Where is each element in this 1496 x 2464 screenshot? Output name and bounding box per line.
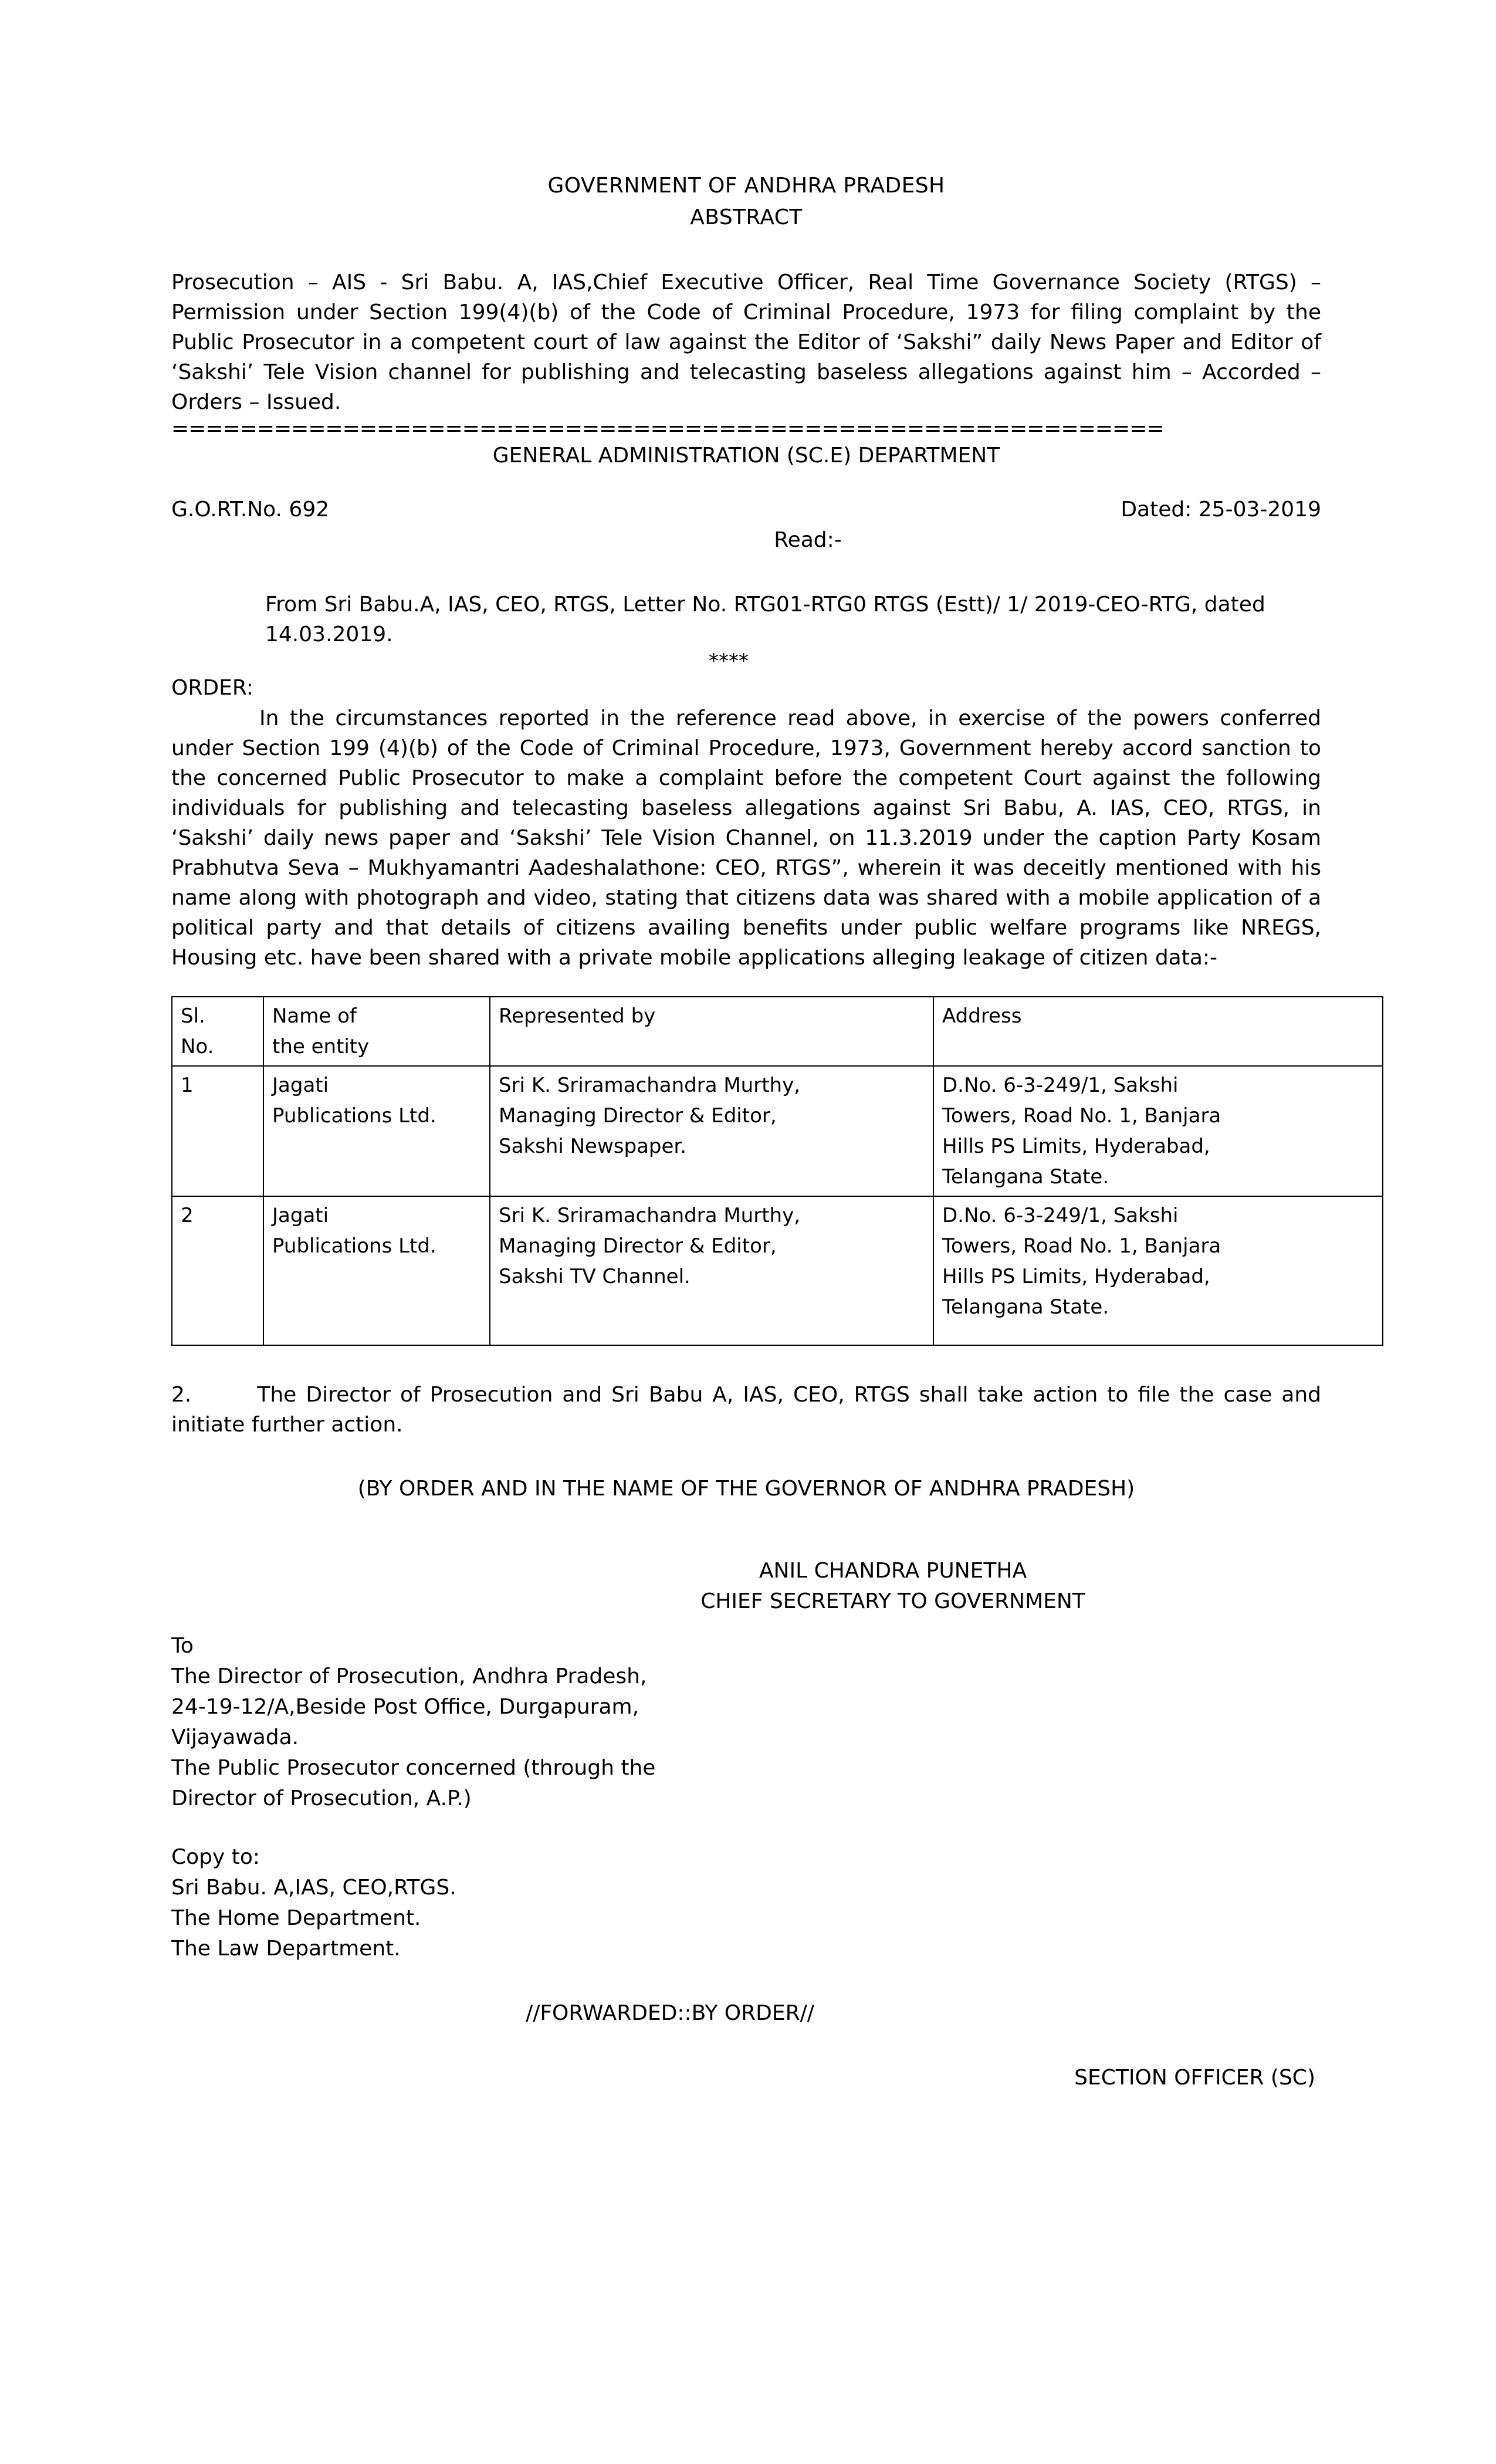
go-number: G.O.RT.No. 692 — [171, 497, 330, 522]
name-header-line-2: the entity — [272, 1035, 370, 1058]
stars-divider: **** — [709, 649, 749, 673]
copy-to-label: Copy to: — [171, 1845, 260, 1869]
spacer-before-section-officer — [171, 2029, 1321, 2063]
forwarded-line: //FORWARDED::BY ORDER// — [526, 2001, 814, 2025]
spacer-before-to — [171, 1617, 1321, 1631]
cell-sl-no: 1 — [172, 1066, 263, 1196]
address-line-1: D.No. 6-3-249/1, Sakshi — [942, 1074, 1179, 1097]
spacer-before-copy-to — [171, 1814, 1321, 1842]
cell-entity-name — [263, 1066, 490, 1196]
signatory-name: ANIL CHANDRA PUNETHA — [759, 1559, 1027, 1583]
table-header-row — [172, 997, 1383, 1066]
entities-table — [171, 996, 1383, 1346]
column-header-represented-by: Represented by — [490, 997, 933, 1066]
copy-to-line: The Home Department. — [171, 1906, 421, 1930]
copy-to-block — [171, 1842, 1321, 1964]
section-officer-line: SECTION OFFICER (SC) — [1074, 2066, 1315, 2090]
rep-line-2: Managing Director & Editor, — [499, 1234, 777, 1258]
copy-to-line: The Law Department. — [171, 1937, 401, 1961]
cell-represented-by — [490, 1066, 933, 1196]
cell-sl-no: 2 — [172, 1196, 263, 1345]
rep-line-2: Managing Director & Editor, — [499, 1104, 777, 1128]
spacer-before-table — [171, 973, 1321, 996]
reference-text: From Sri Babu.A, IAS, CEO, RTGS, Letter No. RTG01-RTG0 RTGS (Estt)/ 1/ 2019-CEO-RTG, dated 14.03.2019. — [265, 593, 1265, 647]
subject-paragraph: Prosecution – AIS - Sri Babu. A, IAS,Chief Executive Officer, Real Time Governance Society (RTGS) – Permission under Section 199(4)(b) of the Code of Criminal Procedure, 1973 for filing complaint by the Public Prosecutor in a competent court of law against the Editor of ‘Sakshi” daily News Paper and Editor of ‘Sakshi’ Tele Vision channel for publishing and telecasting baseless allegations against him – Accorded – Orders – Issued. — [171, 270, 1321, 414]
cell-address — [933, 1066, 1383, 1196]
address-line-2: Towers, Road No. 1, Banjara — [942, 1234, 1221, 1258]
cell-represented-by — [490, 1196, 933, 1345]
address-line-4: Telangana State. — [942, 1165, 1109, 1189]
sl-header-line-1: Sl. — [181, 1004, 205, 1028]
signature-block — [482, 1556, 1304, 1617]
signatory-designation: CHIEF SECRETARY TO GOVERNMENT — [700, 1589, 1085, 1613]
rep-line-3: Sakshi Newspaper. — [499, 1135, 687, 1158]
address-line-3: Hills PS Limits, Hyderabad, — [942, 1265, 1210, 1288]
spacer-before-forwarded — [171, 1964, 1321, 1998]
to-line: 24-19-12/A,Beside Post Office, Durgapuram, — [171, 1695, 639, 1719]
column-header-address: Address — [933, 997, 1383, 1066]
column-header-sl-no — [172, 997, 263, 1066]
paragraph-2 — [171, 1380, 1321, 1440]
entity-name-line-2: Publications Ltd. — [272, 1234, 436, 1258]
entity-name-line-2: Publications Ltd. — [272, 1104, 436, 1128]
abstract-label: ABSTRACT — [690, 205, 803, 229]
government-title: GOVERNMENT OF ANDHRA PRADESH — [547, 174, 945, 198]
address-line-2: Towers, Road No. 1, Banjara — [942, 1104, 1221, 1128]
address-line-4: Telangana State. — [942, 1295, 1109, 1319]
column-header-entity-name — [263, 997, 490, 1066]
to-line: Vijayawada. — [171, 1725, 299, 1749]
order-label: ORDER: — [171, 676, 253, 700]
order-body-paragraph: In the circumstances reported in the reference read above, in exercise of the powers conferred under Section 199 (4)(b) of the Code of Criminal Procedure, 1973, Government hereby accord sanction to the concerned Public Prosecutor to make a complaint before the competent Court against the following individuals for publishing and telecasting baseless allegations against Sri Babu, A. IAS, CEO, RTGS, in ‘Sakshi’ daily news paper and ‘Sakshi’ Tele Vision Channel, on 11.3.2019 under the caption Party Kosam Prabhutva Seva – Mukhyamantri Aadeshalathone: CEO, RTGS”, wherein it was deceitly mentioned with his name along with photograph and video, stating that citizens data was shared with a mobile application of a political party and that details of citizens availing benefits under public welfare programs like NREGS, Housing etc. have been shared with a private mobile applications alleging leakage of citizen data:- — [171, 706, 1321, 970]
to-line: Director of Prosecution, A.P.) — [171, 1786, 472, 1810]
entity-name-line-1: Jagati — [272, 1204, 329, 1227]
separator-rule: ========================================================== — [171, 417, 1164, 441]
cell-address — [933, 1196, 1383, 1345]
rep-line-3: Sakshi TV Channel. — [499, 1265, 691, 1288]
address-line-3: Hills PS Limits, Hyderabad, — [942, 1135, 1210, 1158]
spacer-after-department — [171, 471, 1321, 495]
spacer-before-by-order — [171, 1440, 1321, 1474]
to-block — [171, 1631, 1321, 1814]
sl-header-line-2: No. — [181, 1035, 214, 1058]
rep-line-1: Sri K. Sriramachandra Murthy, — [499, 1074, 801, 1097]
cell-entity-name — [263, 1196, 490, 1345]
paragraph-2-text: The Director of Prosecution and Sri Babu A, IAS, CEO, RTGS shall take action to file the case and initiate further action. — [171, 1383, 1321, 1437]
spacer-after-table — [171, 1346, 1321, 1380]
read-label: Read:- — [774, 528, 842, 552]
name-header-line-1: Name of — [272, 1004, 357, 1028]
table-head — [172, 997, 1383, 1066]
spacer-before-reference — [171, 556, 1321, 590]
table-row — [172, 1196, 1383, 1345]
to-line: The Director of Prosecution, Andhra Pradesh, — [171, 1664, 647, 1688]
document-content — [171, 170, 1321, 2093]
to-label: To — [171, 1634, 194, 1658]
order-date: Dated: 25-03-2019 — [1121, 497, 1321, 522]
entity-name-line-1: Jagati — [272, 1074, 329, 1097]
by-order-line: (BY ORDER AND IN THE NAME OF THE GOVERNOR OF ANDHRA PRADESH) — [357, 1477, 1135, 1501]
department-title: GENERAL ADMINISTRATION (SC.E) DEPARTMENT — [492, 444, 1000, 468]
go-number-date-row — [171, 495, 1321, 525]
spacer-before-signature — [171, 1504, 1321, 1556]
paragraph-2-number: 2. — [171, 1383, 192, 1407]
table-body — [172, 1066, 1383, 1345]
to-line: The Public Prosecutor concerned (through the — [171, 1756, 656, 1780]
address-line-1: D.No. 6-3-249/1, Sakshi — [942, 1204, 1179, 1227]
spacer-after-header — [171, 233, 1321, 268]
table-row — [172, 1066, 1383, 1196]
copy-to-line: Sri Babu. A,IAS, CEO,RTGS. — [171, 1876, 456, 1900]
rep-line-1: Sri K. Sriramachandra Murthy, — [499, 1204, 801, 1227]
